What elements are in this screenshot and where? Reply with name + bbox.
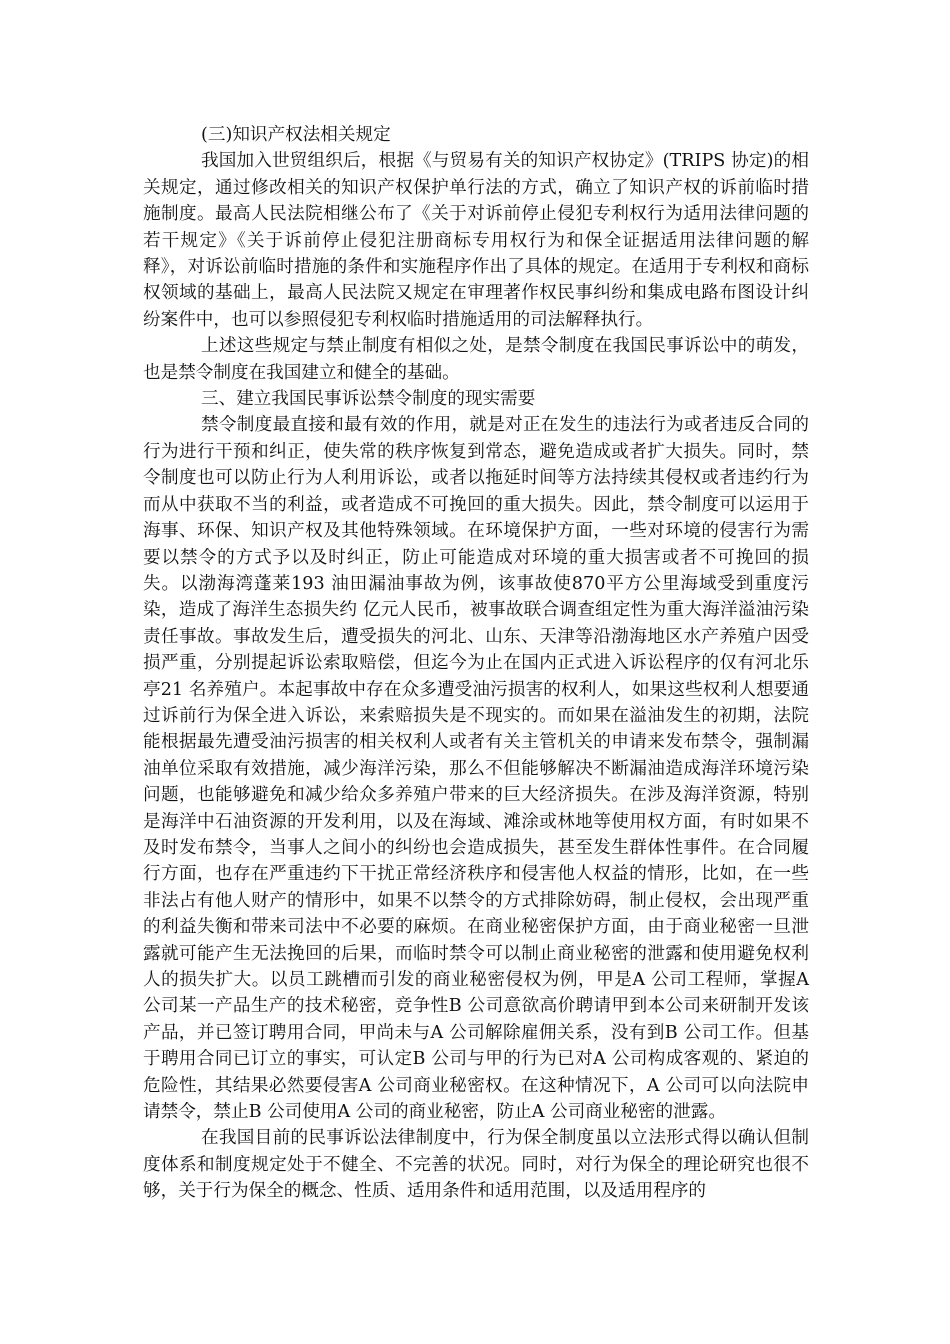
- section-heading-3: 三、建立我国民事诉讼禁令制度的现实需要: [201, 389, 536, 410]
- section-heading: (三)知识产权法相关规定: [201, 125, 391, 145]
- paragraph-practical-need: 禁令制度最直接和最有效的作用，就是对正在发生的违法行为或者违反合同的行为进行干预和纠正，使失常的秩序恢复到常态，避免造成或者扩大损失。同时，禁令制度也可以防止行为人利用诉讼，或者以拖延时间等方法持续其侵权或者违约行为而从中获取不当的利益，或者造成不可挽回的重大损失。因此，禁令制度可以运用于海事、环保、知识产权及其他特殊领域。在环境保护方面，一些对环境的侵害行为需要以禁令的方式予以及时纠正，防止可能造成对环境的重大损害或者不可挽回的损失。以渤海湾蓬莱193 油田漏油事故为例，该事故使870平方公里海域受到重度污染，造成了海洋生态损失约 亿元人民币，被事故联合调查组定性为重大海洋溢油污染责任事故。事故发生后，遭受损失的河北、山东、天津等沿渤海地区水产养殖户因受损严重，分别提起诉讼索取赔偿，但迄今为止在国内正式进入诉讼程序的仅有河北乐亭21 名养殖户。本起事故中存在众多遭受油污损害的权利人，如果这些权利人想要通过诉前行为保全进入诉讼，来索赔损失是不现实的。而如果在溢油发生的初期，法院能根据最先遭受油污损害的相关权利人或者有关主管机关的申请来发布禁令，强制漏油单位采取有效措施，减少海洋污染，那么不但能够解决不断漏油造成海洋环境污染问题，也能够避免和减少给众多养殖户带来的巨大经济损失。在涉及海洋资源，特别是海洋中石油资源的开发利用，以及在海域、滩涂或林地等使用权方面，有时如果不及时发布禁令，当事人之间小的纠纷也会造成损失，甚至发生群体性事件。在合同履行方面，也存在严重违约下干扰正常经济秩序和侵害他人权益的情形，比如，在一些非法占有他人财产的情形中，如果不以禁令的方式排除妨碍，制止侵权，会出现严重的利益失衡和带来司法中不必要的麻烦。在商业秘密保护方面，由于商业秘密一旦泄露就可能产生无法挽回的后果，而临时禁令可以制止商业秘密的泄露和使用避免权利人的损失扩大。以员工跳槽而引发的商业秘密侵权为例，甲是A 公司工程师，掌握A 公司某一产品生产的技术秘密，竞争性B 公司意欲高价聘请甲到本公司来研制开发该产品，并已签订聘用合同，甲尚未与A 公司解除雇佣关系，没有到B 公司工作。但基于聘用合同已订立的事实，可认定B 公司与甲的行为已对A 公司构成客观的、紧迫的危险性，其结果必然要侵害A 公司商业秘密权。在这种情况下，A 公司可以向法院申请禁令，禁止B 公司使用A 公司的商业秘密，防止A 公司商业秘密的泄露。: [143, 415, 809, 1123]
- paragraph-ip-law: 我国加入世贸组织后，根据《与贸易有关的知识产权协定》(TRIPS 协定)的相关规定，通过修改相关的知识产权保护单行法的方式，确立了知识产权的诉前临时措施制度。最高人民法院相继公布了《关于对诉前停止侵犯专利权行为适用法律问题的若干规定》《关于诉前停止侵犯注册商标专用权行为和保全证据适用法律问题的解释》，对诉讼前临时措施的条件和实施程序作出了具体的规定。在适用于专利权和商标权领域的基础上，最高人民法院又规定在审理著作权民事纠纷和集成电路布图设计纠纷案件中，也可以参照侵犯专利权临时措施适用的司法解释执行。: [143, 151, 809, 330]
- paragraph-current-system: 在我国目前的民事诉讼法律制度中，行为保全制度虽以立法形式得以确认但制度体系和制度规定处于不健全、不完善的状况。同时，对行为保全的理论研究也很不够，关于行为保全的概念、性质、适用条件和适用范围，以及适用程序的: [143, 1128, 809, 1202]
- document-page: [143, 122, 809, 1205]
- paragraph-summary: 上述这些规定与禁止制度有相似之处，是禁令制度在我国民事诉讼中的萌发， 也是禁令制度在我国建立和健全的基础。: [143, 336, 809, 383]
